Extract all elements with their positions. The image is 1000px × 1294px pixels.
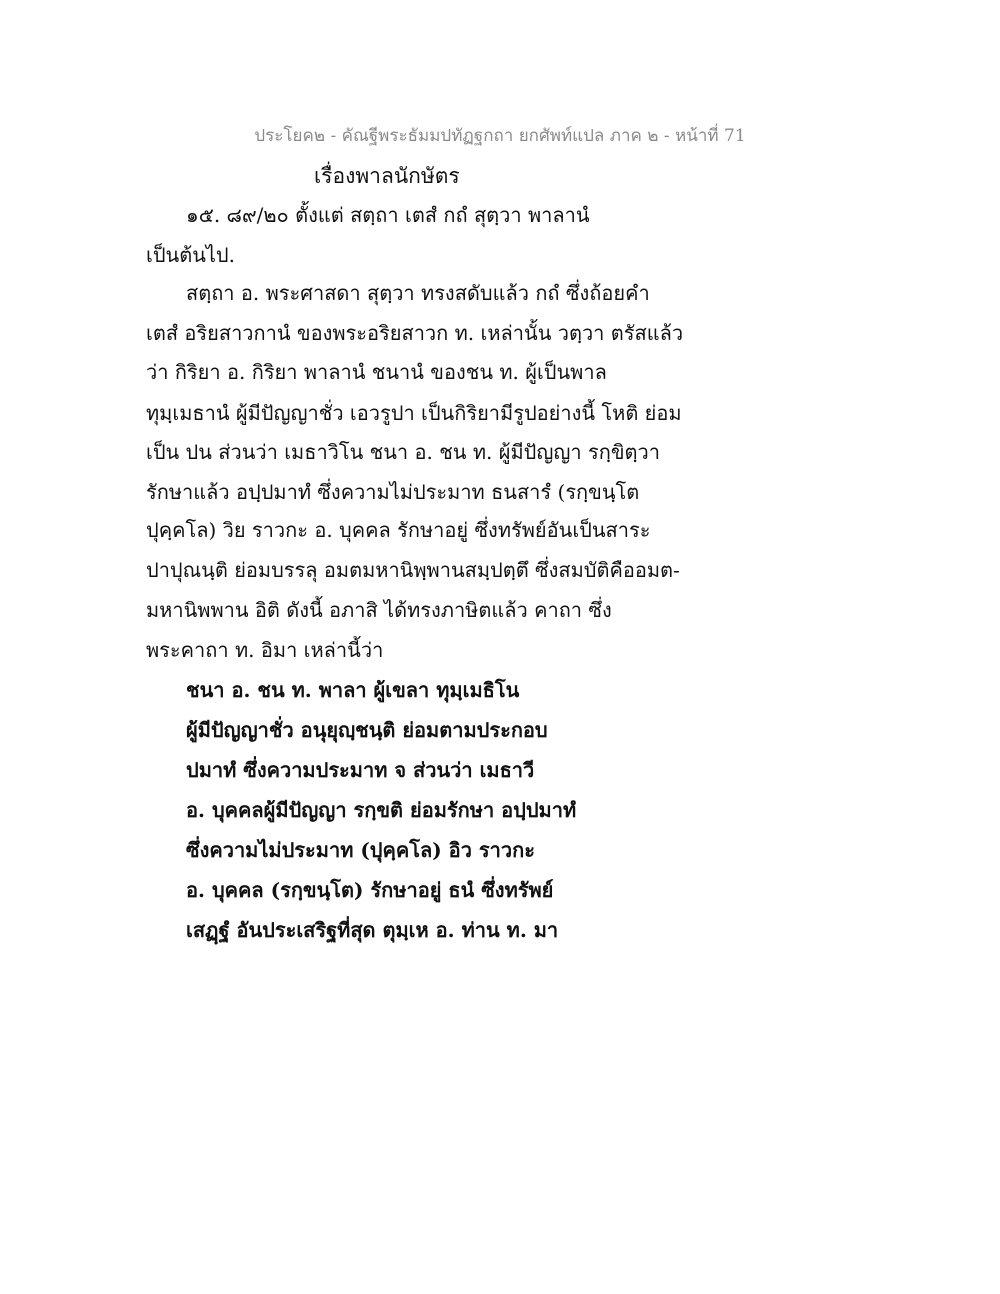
verse-line: ปมาทํ ซึ่งความประมาท จ ส่วนว่า เมธาวี xyxy=(186,758,535,782)
verse-line: เสฏฺฐํ อันประเสริฐที่สุด ตุมฺเห อ. ท่าน ท. มา xyxy=(186,918,559,942)
text-line: ปุคฺคโล) วิย ราวกะ อ. บุคคล รักษาอยู่ ซึ่งทรัพย์อันเป็นสาระ xyxy=(146,518,651,542)
text-line: รักษาแล้ว อปฺปมาทํ ซึ่งความไม่ประมาท ธนสารํ (รกฺขนฺโต xyxy=(146,480,640,504)
verse-line: อ. บุคคล (รกฺขนฺโต) รักษาอยู่ ธนํ ซึ่งทรัพย์ xyxy=(186,878,554,902)
verse-line: อ. บุคคลผู้มีปัญญา รกฺขติ ย่อมรักษา อปฺปมาทํ xyxy=(186,798,577,822)
verse-line: ชนา อ. ชน ท. พาลา ผู้เขลา ทุมฺเมธิโน xyxy=(186,678,520,702)
text-line: เตสํ อริยสาวกานํ ของพระอริยสาวก ท. เหล่านั้น วตฺวา ตรัสแล้ว xyxy=(146,321,684,345)
text-line: เป็นต้นไป. xyxy=(146,243,235,267)
text-line: มหานิพพาน อิติ ดังนี้ อภาสิ ได้ทรงภาษิตแล้ว คาถา ซึ่ง xyxy=(146,598,612,622)
text-line: ว่า กิริยา อ. กิริยา พาลานํ ชนานํ ของชน ท. ผู้เป็นพาล xyxy=(146,360,607,384)
text-line: ปาปุณนฺติ ย่อมบรรลุ อมตมหานิพฺพานสมฺปตฺตึ ซึ่งสมบัติคืออมต- xyxy=(146,558,680,582)
verse-line: ผู้มีปัญญาชั่ว อนุยุญฺชนฺติ ย่อมตามประกอบ xyxy=(186,718,548,742)
text-line: ๑๕. ๘๙/๒๐ ตั้งแต่ สตฺถา เตสํ กถํ สุตฺวา พาลานํ xyxy=(186,203,590,227)
text-line: พระคาถา ท. อิมา เหล่านี้ว่า xyxy=(146,638,384,662)
text-line: สตฺถา อ. พระศาสดา สุตฺวา ทรงสดับแล้ว กถํ ซึ่งถ้อยคำ xyxy=(186,281,650,305)
text-line: เป็น ปน ส่วนว่า เมธาวิโน ชนา อ. ชน ท. ผู้มีปัญญา รกฺขิตฺวา xyxy=(146,440,660,464)
page-header: ประโยค๒ - คัณฐีพระธัมมปทัฏฐกถา ยกศัพท์แปล ภาค ๒ - หน้าที่ 71 xyxy=(254,126,746,146)
verse-line: ซึ่งความไม่ประมาท (ปุคฺคโล) อิว ราวกะ xyxy=(186,838,535,862)
section-title: เรื่องพาลนักษัตร xyxy=(314,164,460,188)
text-line: ทุมฺเมธานํ ผู้มีปัญญาชั่ว เอวรูปา เป็นกิริยามีรูปอย่างนี้ โหติ ย่อม xyxy=(146,401,682,425)
